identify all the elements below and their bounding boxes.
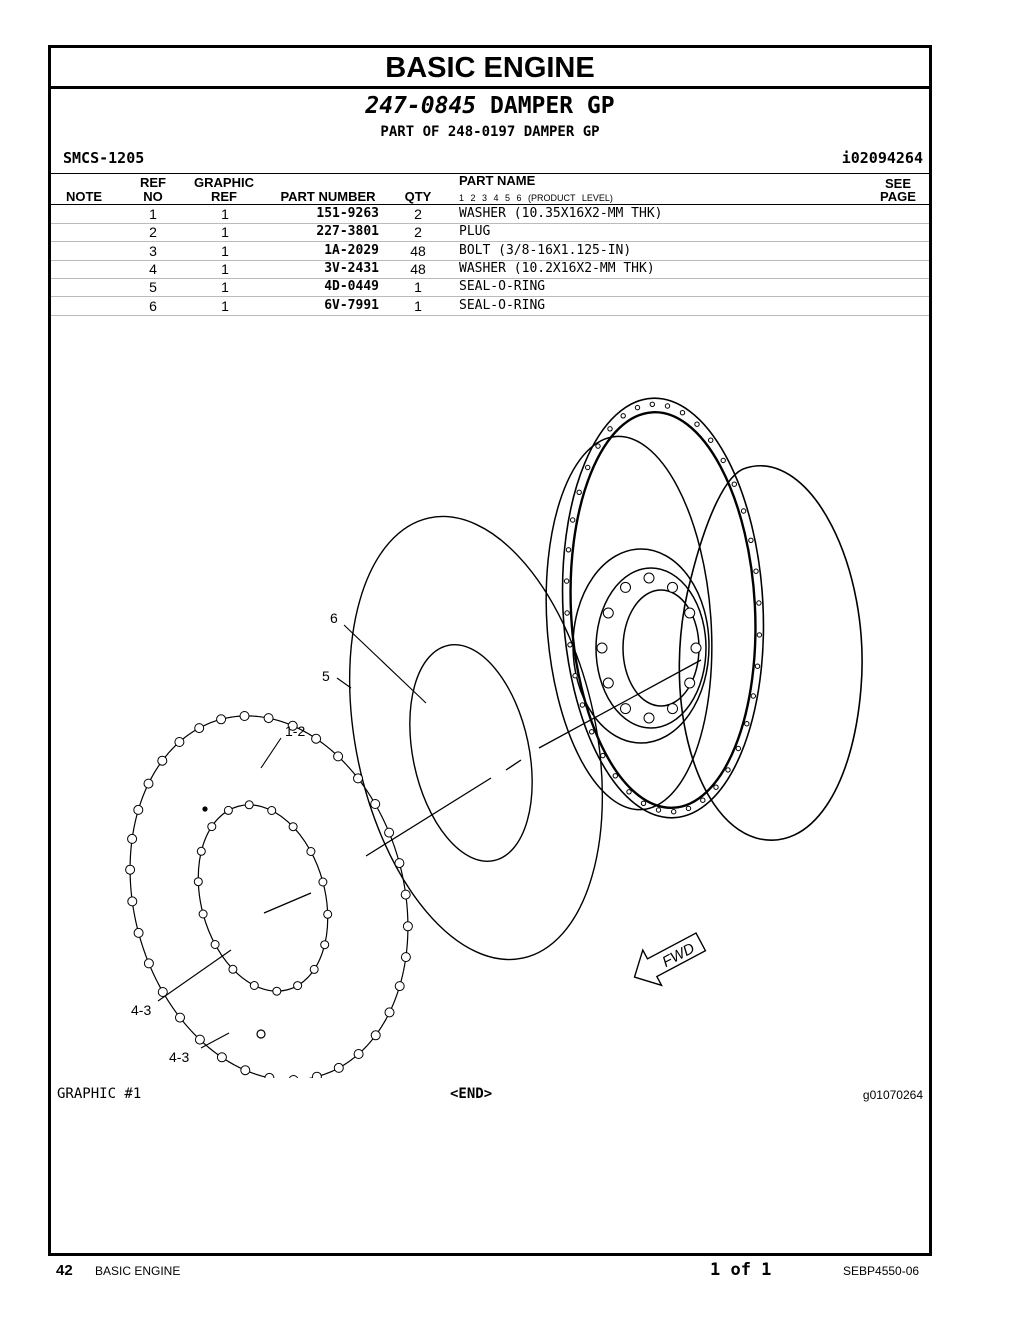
rim-bolt-hole <box>672 810 676 814</box>
rim-bolt-hole <box>580 703 584 707</box>
graphic-ref: 1 <box>221 279 229 296</box>
washer-bolt <box>199 910 207 918</box>
washer-bolt <box>176 1013 185 1022</box>
damper-front-face <box>552 393 774 823</box>
center-axis-line <box>264 660 701 913</box>
rim-bolt-hole <box>695 422 699 426</box>
part-name: WASHER (10.35X16X2-MM THK) <box>459 206 663 221</box>
washer-bolt <box>401 890 410 899</box>
col-graphic-bottom: REF <box>211 189 237 204</box>
part-number: 151-9263 <box>316 206 379 221</box>
washer-bolt <box>324 910 332 918</box>
washer-bolt <box>211 941 219 949</box>
part-number: 6V-7991 <box>324 297 379 313</box>
washer-bolt <box>354 1050 363 1059</box>
graphic-ref: 1 <box>221 297 229 314</box>
washer-bolt <box>371 800 380 809</box>
rim-bolt-hole <box>757 633 761 637</box>
ref-no: 6 <box>149 297 157 314</box>
ref-no: 5 <box>149 279 157 296</box>
washer-bolt <box>134 928 143 937</box>
part-number: 227-3801 <box>316 224 379 240</box>
hub-bolt-hole <box>597 643 607 653</box>
hub-bolt-hole <box>691 643 701 653</box>
washer-bolt <box>321 941 329 949</box>
damper-outer-rim <box>679 466 862 840</box>
washer-bolt <box>240 712 249 721</box>
end-marker: <END> <box>450 1086 493 1102</box>
washer-bolt <box>128 897 137 906</box>
washer-bolt <box>403 922 412 931</box>
washer-bolt <box>126 865 135 874</box>
rim-bolt-hole <box>601 753 605 757</box>
rim-bolt-hole <box>741 509 745 513</box>
graphic-ref: 1 <box>221 260 229 277</box>
callout-1-2: 1-2 <box>285 723 306 739</box>
rim-bolt-hole <box>714 785 718 789</box>
washer-bolt <box>144 779 153 788</box>
plug <box>257 1030 265 1038</box>
washer-bolt <box>273 987 281 995</box>
part-name: BOLT (3/8-16X1.125-IN) <box>459 242 632 258</box>
washer-bolt <box>264 714 273 723</box>
quantity: 1 <box>414 279 422 296</box>
quantity: 2 <box>414 224 422 241</box>
rim-bolt-hole <box>721 458 725 462</box>
washer-bolt <box>208 823 216 831</box>
graphic-id: g01070264 <box>862 1088 923 1102</box>
washer-bolt <box>158 756 167 765</box>
document-number: SEBP4550-06 <box>843 1264 920 1278</box>
rim-bolt-hole <box>590 730 594 734</box>
ref-no: 4 <box>149 260 157 277</box>
rim-bolt-hole <box>701 798 705 802</box>
washer-bolt <box>294 982 302 990</box>
washer-bolt <box>334 1063 343 1072</box>
hub-bolt-hole <box>685 678 695 688</box>
part-name: SEAL-O-RING <box>459 279 546 295</box>
washer-bolt-pattern <box>91 684 448 1078</box>
quantity: 48 <box>410 242 426 259</box>
quantity: 48 <box>410 260 426 277</box>
washer-bolt <box>217 1053 226 1062</box>
group-name: DAMPER GP <box>490 93 615 119</box>
group-part-number: 247-0845 <box>365 93 477 119</box>
graphic-ref: 1 <box>221 206 229 222</box>
washer-bolt <box>312 1072 321 1078</box>
rim-bolt-hole <box>608 427 612 431</box>
washer-bolt <box>385 1008 394 1017</box>
rim-bolt-hole <box>566 548 570 552</box>
washer-bolt <box>197 847 205 855</box>
washer-bolt <box>195 1035 204 1044</box>
washer-bolt <box>385 828 394 837</box>
washer-bolt <box>134 805 143 814</box>
smcs-code: SMCS-1205 <box>63 149 145 167</box>
footer-section: BASIC ENGINE <box>95 1264 181 1278</box>
rim-bolt-hole <box>757 601 761 605</box>
ref-no: 1 <box>149 206 157 222</box>
rim-bolt-hole <box>709 438 713 442</box>
graphic-label: GRAPHIC #1 <box>57 1086 142 1102</box>
part-name: SEAL-O-RING <box>459 297 546 313</box>
graphic-ref: 1 <box>221 224 229 241</box>
o-ring-seals <box>312 493 640 983</box>
washer-bolt <box>195 724 204 733</box>
hub-bolt-hole <box>621 704 631 714</box>
outer-bolt-circle <box>91 684 448 1078</box>
washer-bolt <box>312 734 321 743</box>
ref-no: 3 <box>149 242 157 259</box>
rim-bolt-hole <box>726 768 730 772</box>
washer-bolt <box>289 823 297 831</box>
col-graphic-top: GRAPHIC <box>194 175 254 190</box>
washer-bolt <box>289 1076 298 1079</box>
rim-bolt-hole <box>745 722 749 726</box>
washer-bolt <box>229 965 237 973</box>
col-see-top: SEE <box>884 176 911 191</box>
inner-bolt-circle <box>179 790 348 1006</box>
washer-bolt <box>334 752 343 761</box>
callout-4-3: 4-3 <box>169 1049 190 1065</box>
page-number: 42 <box>56 1262 73 1279</box>
hub-bolt-hole <box>644 573 654 583</box>
hub-bolt-hole <box>668 582 678 592</box>
washer-bolt <box>245 801 253 809</box>
fwd-label: FWD <box>659 939 698 971</box>
washer-bolt <box>144 959 153 968</box>
callout-5: 5 <box>322 668 330 684</box>
rim-bolt-hole <box>665 404 669 408</box>
part-number: 1A-2029 <box>324 242 379 258</box>
rim-bolt-hole <box>755 664 759 668</box>
rim-bolt-hole <box>586 465 590 469</box>
part-of-line: PART OF 248-0197 DAMPER GP <box>380 124 600 140</box>
rim-bolt-hole <box>650 402 654 406</box>
rim-bolt-hole <box>754 569 758 573</box>
part-name: PLUG <box>459 224 491 240</box>
rim-bolt-hole <box>680 411 684 415</box>
ref-no: 2 <box>149 224 157 241</box>
rim-bolt-hole <box>656 808 660 812</box>
damper-seal-groove <box>561 407 765 812</box>
part-number: 4D-0449 <box>324 279 379 295</box>
quantity: 1 <box>414 297 422 314</box>
exploded-view-drawing <box>51 48 929 1078</box>
part-number: 3V-2431 <box>324 260 379 276</box>
washer-bolt <box>354 774 363 783</box>
rim-bolt-hole <box>573 674 577 678</box>
washer-bolt <box>395 982 404 991</box>
washer-bolt <box>307 848 315 856</box>
hub-bolt-hole <box>668 704 678 714</box>
rim-bolt-hole <box>577 490 581 494</box>
col-see-bottom: PAGE <box>880 189 916 204</box>
washer-bolt <box>395 859 404 868</box>
rim-bolt-hole <box>564 579 568 583</box>
col-ref-bottom: NO <box>143 189 163 204</box>
section-title: BASIC ENGINE <box>51 48 929 89</box>
rim-bolt-hole <box>635 405 639 409</box>
rim-bolt-hole <box>565 611 569 615</box>
damper-hub-bore <box>623 590 699 706</box>
callout-6: 6 <box>330 610 338 626</box>
washer-bolt <box>310 965 318 973</box>
col-ref-top: REF <box>140 175 166 190</box>
hub-bolt-hole <box>603 608 613 618</box>
fwd-arrow-icon <box>625 924 710 995</box>
washer-bolt <box>401 953 410 962</box>
washer-bolt <box>175 738 184 747</box>
hub-bolt-hole <box>603 678 613 688</box>
washer-bolt <box>250 982 258 990</box>
rim-bolt-hole <box>736 746 740 750</box>
seal-o-ring-small <box>391 633 550 872</box>
washer-bolt <box>224 806 232 814</box>
rim-bolt-hole <box>627 790 631 794</box>
hub-bolt-hole <box>644 713 654 723</box>
page-of: 1 of 1 <box>710 1260 772 1280</box>
hub-bolt-hole <box>621 582 631 592</box>
quantity: 2 <box>414 206 422 222</box>
rim-bolt-hole <box>749 538 753 542</box>
col-part-number: PART NUMBER <box>280 189 376 204</box>
rim-bolt-hole <box>571 518 575 522</box>
rim-bolt-hole <box>596 444 600 448</box>
graphic-ref: 1 <box>221 242 229 259</box>
plug <box>203 807 207 811</box>
hub-bolt-hole <box>685 608 695 618</box>
washer-bolt <box>268 807 276 815</box>
washer-bolt <box>128 834 137 843</box>
part-name: WASHER (10.2X16X2-MM THK) <box>459 260 655 276</box>
damper-assembly-drawing <box>534 393 862 840</box>
rim-bolt-hole <box>621 414 625 418</box>
callout-4-3: 4-3 <box>131 1002 152 1018</box>
washer-bolt <box>194 878 202 886</box>
seal-o-ring-large <box>312 493 640 983</box>
col-part-name: PART NAME <box>459 173 536 188</box>
col-note: NOTE <box>65 189 103 204</box>
col-qty: QTY <box>404 189 432 204</box>
illustration-id: i02094264 <box>841 149 923 167</box>
page-frame <box>48 45 932 1256</box>
washer-bolt <box>265 1073 274 1078</box>
washer-bolt <box>371 1031 380 1040</box>
product-levels: 1 2 3 4 5 6 (PRODUCT LEVEL) <box>459 193 613 203</box>
callout-leaders <box>158 625 426 1048</box>
rim-bolt-hole <box>613 774 617 778</box>
rim-bolt-hole <box>686 806 690 810</box>
rim-bolt-hole <box>751 694 755 698</box>
washer-bolt <box>217 715 226 724</box>
washer-bolt <box>319 878 327 886</box>
washer-bolt <box>241 1066 250 1075</box>
rim-bolt-hole <box>641 801 645 805</box>
rim-bolt-hole <box>732 482 736 486</box>
